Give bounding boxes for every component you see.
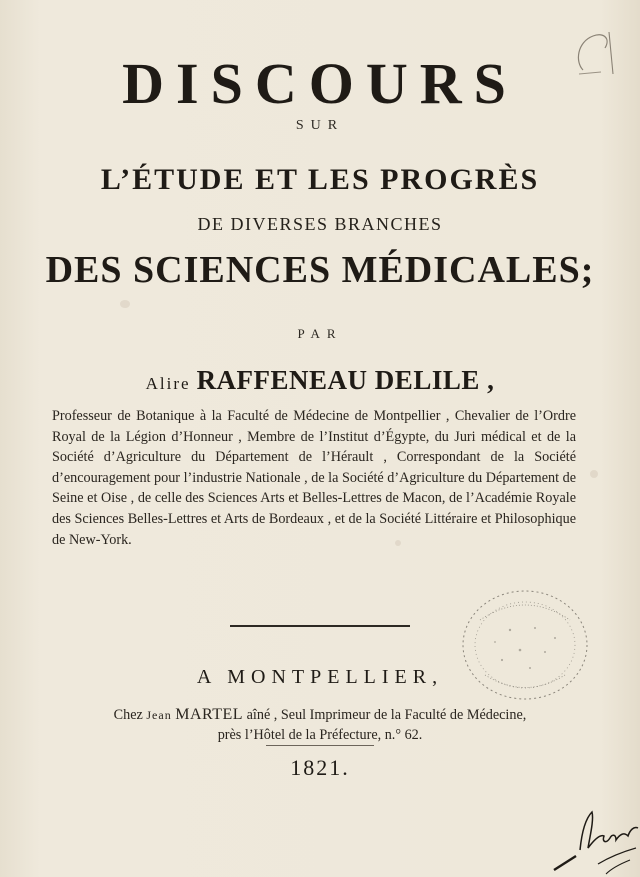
paper-stain [120,300,130,308]
signature-icon [550,790,640,877]
printer-suffix: aîné , Seul Imprimeur de la Faculté de Médecine, [246,707,527,723]
imprint-printer [0,706,640,724]
publication-year: 1821. [290,755,350,780]
subtitle-sur: SUR [295,118,345,133]
author-credentials: Professeur de Botanique à la Faculté de Médecine de Montpellier , Chevalier de l’Ordre Royal de la Légion d’Honneur , Membre de l’Institut d’Égypte, du Juri médical et de la Société d’Agriculture du Département de l’Hérault , Correspondant de la Société d’encouragement pour l’industrie Nationale , de la Société d’Agriculture du Département de Seine et Oise , de celle des Sciences Arts et Belles-Lettres de Macon, de l’Académie Royale des Sciences Belles-Lettres et Arts de Bordeaux , et de la Société Littéraire et Philosophique de New-York. [52,408,576,548]
byline-par: PAR [297,326,343,341]
year-rule [266,745,374,746]
library-stamp-icon [440,580,610,710]
printer-prefix: Chez [113,707,143,723]
printer-given-name: Jean [146,708,172,722]
printer-surname: MARTEL [175,706,244,723]
imprint-address: près l’Hôtel de la Préfecture, n.° 62. [217,727,423,743]
paper-stain [590,470,598,478]
subtitle-sciences: DES SCIENCES MÉDICALES; [45,249,595,291]
imprint-place: A MONTPELLIER, [196,666,444,688]
title-discours: DISCOURS [122,51,518,116]
author-name [0,365,640,396]
subtitle-branches: DE DIVERSES BRANCHES [197,214,443,234]
author-given-name: Alire [145,374,191,393]
divider-rule [230,625,410,627]
subtitle-etude: L’ÉTUDE ET LES PROGRÈS [100,163,540,196]
author-surname: RAFFENEAU DELILE , [196,365,495,395]
